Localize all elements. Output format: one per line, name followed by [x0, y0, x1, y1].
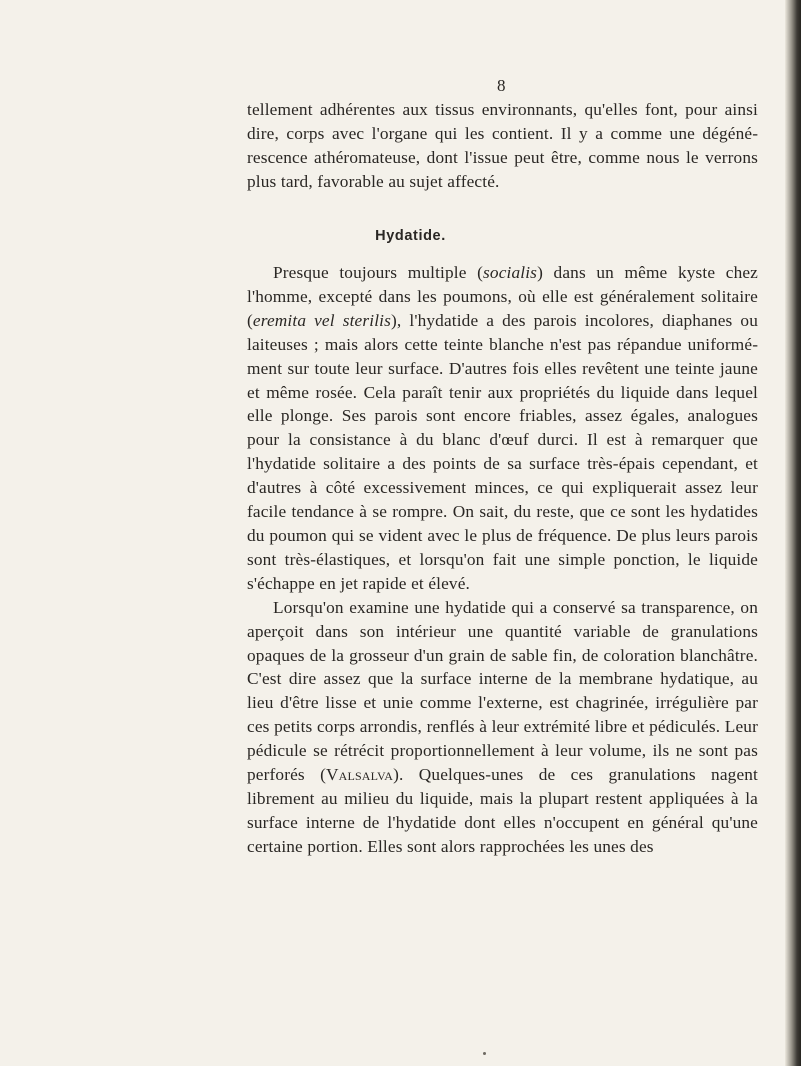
latin-term: eremita vel sterilis: [252, 310, 391, 330]
page-edge-shadow: [785, 0, 801, 1066]
paragraph-hydatide-description: [247, 261, 758, 596]
paragraph-granulations: [247, 596, 758, 859]
page-number: 8: [497, 76, 506, 95]
print-speck: [483, 1052, 486, 1055]
paragraph-text: Presque toujours multiple (: [273, 263, 484, 282]
author-name: Valsalva: [326, 765, 394, 785]
paragraph-text: Lorsqu'on examine une hydatide qui a conservé sa transparence, on aperçoit dans son intérieur une quantité variable de granulations opaques de la grosseur d'un grain de sable fin, de coloration blanchâtre. C'est dire assez que la surface interne de la membrane hydatique, au lieu d'être lisse et unie comme l'externe, est chagrinée, irrégulière par ces petits corps arrondis, renflés à leur extrémité libre et pédiculés. Leur pédicule se rétrécit proportionnellement à leur volume, ils ne sont pas perforés (: [247, 597, 758, 785]
paragraph-text: ). Quelques-unes de ces granulations nagent librement au milieu du liquide, mais la plupart restent appliquées à la surface interne de l'hydatide dont elles n'occupent en général qu'une certaine portion. Elles sont alors rapprochées les unes des: [247, 765, 759, 856]
paragraph-continuation: tellement adhérentes aux tissus environnants, qu'elles font, pour ainsi dire, corps avec l'organe qui les contient. Il y a comme une dégénérescence athéromateuse, dont l'issue peut être, comme nous le verrons plus tard, favorable au sujet affecté.: [247, 100, 758, 191]
text-block-top: [247, 98, 758, 194]
section-heading: Hydatide.: [375, 228, 446, 244]
paragraph-text: ), l'hydatide a des parois incolores, diaphanes ou laiteuses ; mais alors cette teinte blanche n'est pas répandue uniformément sur toute leur surface. D'autres fois elles revêtent une teinte jaune et même rosée. Cela paraît tenir aux propriétés du liquide dans lequel elle plonge. Ses parois sont encore friables, assez égales, analogues pour la consistance à du blanc d'œuf durci. Il est à remarquer que l'hydatide solitaire a des points de sa surface très-épais cependant, et d'autres à côté excessivement minces, ce qui expliquerait assez leur facile tendance à se rompre. On sait, du reste, que ce sont les hydatides du poumon qui se vident avec le plus de fréquence. De plus leurs parois sont très-élastiques, et lorsqu'on fait une simple ponction, le liquide s'échappe en jet rapide et élevé.: [247, 310, 758, 593]
paragraph-text: ) dans un même kyste chez l'homme, excepté dans les poumons, où elle est généralement solitaire (: [247, 263, 758, 330]
latin-term: socialis: [483, 263, 538, 282]
text-block-body: [247, 261, 758, 859]
